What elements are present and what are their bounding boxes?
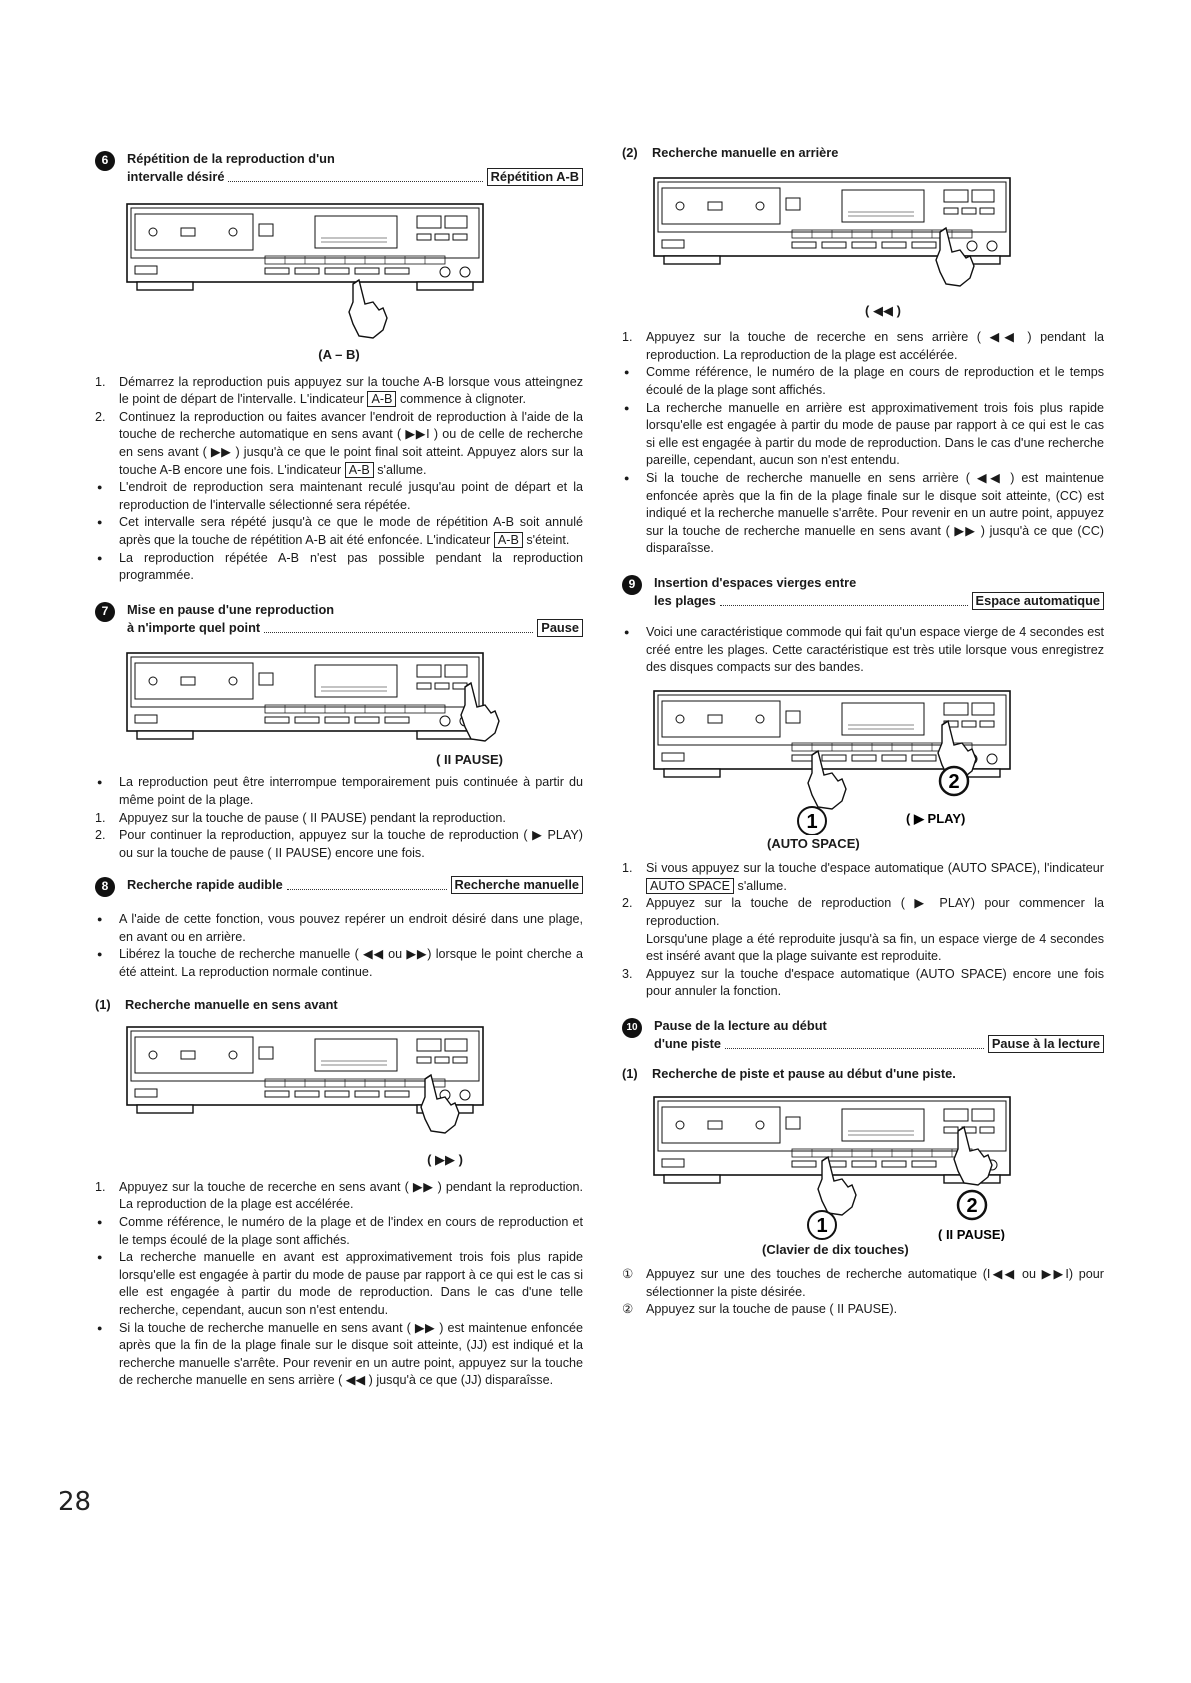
list-item: ● Si la touche de recherche manuelle en sens arrière ( ◀◀ ) est maintenue enfoncée après que la fin de la plage finale sur le disque soit atteinte, (CC) est indiqué et la recherche manuelle s'arrête. Pour revenir en un autre point, appuyez sur la touche de recherche manuelle en sens avant ( ▶▶ ) jusqu'à ce que (CC) disparaîsse.	[622, 470, 1104, 558]
callout-1-label: 1	[816, 1214, 828, 1237]
section-8-sub1-list	[95, 1179, 583, 1390]
list-item: 2. Pour continuer la reproduction, appuyez sur la touche de reproduction ( ▶ PLAY) ou sur la touche de pause ( II PAUSE) encore une fois.	[95, 828, 583, 860]
section-10-sub1-figure	[622, 1091, 1104, 1241]
dot-leader	[287, 889, 447, 890]
section-10-title-line2: d'une piste	[654, 1036, 722, 1052]
section-6-title-line1: Répétition de la reproduction d'un	[127, 151, 335, 166]
list-item: ● Comme référence, le numéro de la plage en cours de reproduction et le temps écoulé de la plage sont affichés.	[622, 364, 1104, 399]
section-7-title-line2: à n'importe quel point	[127, 619, 261, 635]
section-8-list	[95, 911, 583, 981]
ab-indicator: A-B	[345, 462, 374, 478]
cd-player-illustration	[622, 1091, 1104, 1241]
dot-leader	[720, 605, 968, 606]
list-item: ● Voici une caractéristique commode qui fait qu'un espace vierge de 4 secondes est créé entre les plages. Cette caractéristique est très utile lorsque vous enregistrez des disques compacts sur des bandes.	[622, 624, 1104, 677]
section-7-title-line1: Mise en pause d'une reproduction	[127, 601, 335, 617]
callout-1-label: 1	[806, 810, 818, 833]
callout-2-label: 2	[966, 1194, 978, 1217]
section-8-sub2-heading: (2) Recherche manuelle en arrière	[622, 145, 839, 160]
section-9-intro	[622, 624, 1104, 677]
cd-player-illustration	[95, 194, 583, 344]
list-item: 3. Appuyez sur la touche d'espace automatique (AUTO SPACE) encore une fois pour annuler la fonction.	[622, 966, 1104, 999]
section-8-heading	[95, 876, 583, 897]
cd-player-illustration	[95, 1021, 583, 1151]
cd-player-illustration	[622, 170, 1104, 302]
auto-space-indicator: AUTO SPACE	[646, 878, 734, 894]
left-column	[95, 140, 583, 1390]
cd-player-illustration	[622, 685, 1104, 835]
section-7-tag: Pause	[537, 619, 583, 637]
right-column	[622, 140, 1104, 1319]
list-item: 1. Appuyez sur la touche de recerche en sens arrière ( ◀◀ ) pendant la reproduction. La reproduction de la plage est accélérée.	[622, 330, 1104, 362]
section-8-sub1-caption: ( ▶▶ )	[427, 1152, 463, 1168]
list-item: ● La recherche manuelle en arrière est approximativement trois fois plus rapide lorsqu'elle est engagée à partir du mode de pause par rapport à ce qui est le cas si elle est engagée à partir du mode de reproduction. Dans le cas d'une recherche pareille, cependant, aucun son n'est entendu.	[622, 400, 1104, 470]
section-8-sub2-caption: ( ◀◀ )	[865, 302, 901, 318]
section-8-title: Recherche rapide audible	[127, 877, 283, 893]
section-7-list	[95, 774, 583, 862]
list-item: ② Appuyez sur la touche de pause ( II PAUSE).	[622, 1302, 898, 1317]
section-10-tag: Pause à la lecture	[988, 1035, 1104, 1053]
section-7-figure	[95, 645, 583, 751]
section-6-heading	[95, 150, 583, 186]
list-item: 1. Appuyez sur la touche de pause ( II PAUSE) pendant la reproduction.	[95, 810, 506, 825]
section-6-figure	[95, 194, 583, 344]
list-item: ● La reproduction peut être interrompue temporairement puis continuée à partir du même point de la plage.	[95, 774, 583, 809]
section-9-figure	[622, 685, 1104, 835]
section-9-title-line2: les plages	[654, 592, 716, 608]
section-10-number: 10	[622, 1018, 642, 1038]
section-9-heading	[622, 574, 1104, 610]
section-10-sub1-caption: (Clavier de dix touches)	[762, 1241, 909, 1257]
section-8-sub1-figure	[95, 1021, 583, 1151]
section-8-tag: Recherche manuelle	[451, 876, 583, 894]
section-6-caption: (A – B)	[318, 347, 360, 362]
list-item: ● A l'aide de cette fonction, vous pouvez repérer un endroit désiré dans une plage, en avant ou en arrière.	[95, 911, 583, 946]
callout-2-label: 2	[948, 770, 960, 793]
play-caption: ( ▶ PLAY)	[906, 810, 966, 826]
section-8-sub2-list	[622, 329, 1104, 558]
section-8-number: 8	[95, 877, 115, 897]
list-item: ● Cet intervalle sera répété jusqu'à ce que le mode de répétition A-B soit annulé après que la touche de répétition A-B ait été enfoncée. L'indicateur A-B s'éteint.	[95, 514, 583, 549]
dot-leader	[725, 1048, 984, 1049]
section-7-caption: ( II PAUSE)	[436, 751, 503, 767]
list-item: 2. Continuez la reproduction ou faites avancer l'endroit de reproduction à l'aide de la touche de recherche automatique en sens avant ( ▶▶I ) ou de celle de recherche en sens avant ( ▶▶ ) jusqu'à ce que le point final soit atteint. Appuyez alors sur la touche A-B encore une fois. L'indicateur A-B s'allume.	[95, 409, 583, 477]
dot-leader	[228, 181, 482, 182]
section-10-sub1-list	[622, 1266, 1104, 1319]
section-8-sub1-heading: (1) Recherche manuelle en sens avant	[95, 996, 338, 1012]
list-item: ● Libérez la touche de recherche manuelle ( ◀◀ ou ▶▶) lorsque le point cherche a été atteint. La reproduction normale continue.	[95, 946, 583, 981]
list-item: ● La reproduction répétée A-B n'est pas possible pendant la reproduction programmée.	[95, 550, 583, 585]
dot-leader	[264, 632, 533, 633]
list-item: ● Comme référence, le numéro de la plage et de l'index en cours de reproduction et le temps écoulé de la plage sont affichés.	[95, 1214, 583, 1249]
list-item: 1. Appuyez sur la touche de recerche en sens avant ( ▶▶ ) pendant la reproduction. La reproduction de la plage est accélérée.	[95, 1179, 583, 1212]
list-item: ● La recherche manuelle en avant est approximativement trois fois plus rapide lorsqu'elle est engagée à partir du mode de pause par rapport à ce qui est le cas si elle est engagée à partir du mode de reproduction. Dans le cas d'une telle recherche, cependant, aucun son n'est entendu.	[95, 1249, 583, 1319]
section-6-tag: Répétition A-B	[487, 168, 583, 186]
section-9-caption: (AUTO SPACE)	[767, 835, 860, 851]
section-10-title-line1: Pause de la lecture au début	[654, 1018, 827, 1034]
page-number: 28	[58, 1487, 92, 1517]
list-item: ① Appuyez sur une des touches de recherche automatique (I◀◀ ou ▶▶I) pour sélectionner la piste désirée.	[622, 1267, 1104, 1299]
list-item: ● L'endroit de reproduction sera maintenant reculé jusqu'au point de départ et la reproduction de l'intervalle sélectionné sera répétée.	[95, 479, 583, 514]
section-7-number: 7	[95, 602, 115, 622]
section-9-tag: Espace automatique	[972, 592, 1104, 610]
section-10-heading	[622, 1017, 1104, 1053]
list-item: 1. Démarrez la reproduction puis appuyez sur la touche A-B lorsque vous atteingnez le point de départ de l'intervalle. L'indicateur A-B commence à clignoter.	[95, 374, 583, 407]
list-item: ● Si la touche de recherche manuelle en sens avant ( ▶▶ ) est maintenue enfoncée après que la fin de la plage finale sur le disque soit atteinte, (JJ) est indiqué et la recherche manuelle s'arrête. Pour revenir en un autre point, appuyez sur la touche de recherche manuelle en sens arrière ( ◀◀ ) jusqu'à ce que (JJ) disparaîsse.	[95, 1320, 583, 1390]
pause-caption: ( II PAUSE)	[938, 1226, 1005, 1241]
cd-player-illustration	[95, 645, 583, 751]
ab-indicator: A-B	[367, 391, 396, 407]
list-item: 1. Si vous appuyez sur la touche d'espace automatique (AUTO SPACE), l'indicateur AUTO SPACE s'allume.	[622, 861, 1104, 893]
ab-indicator: A-B	[494, 532, 523, 548]
section-9-number: 9	[622, 575, 642, 595]
list-item: 2. Appuyez sur la touche de reproduction ( ▶ PLAY) pour commencer la reproduction. Lorsqu'une plage a été reproduite jusqu'à sa fin, un espace vierge de 4 secondes est inséré avant que la plage suivante est reproduite.	[622, 896, 1104, 964]
section-6-number: 6	[95, 151, 115, 171]
section-10-sub1-heading: (1) Recherche de piste et pause au début d'une piste.	[622, 1066, 956, 1082]
section-9-title-line1: Insertion d'espaces vierges entre	[654, 574, 857, 590]
section-6-list	[95, 374, 583, 585]
section-8-sub2-figure	[622, 170, 1104, 302]
section-6-title-line2: intervalle désiré	[127, 169, 225, 184]
section-7-heading	[95, 601, 583, 637]
section-9-list	[622, 860, 1104, 1001]
